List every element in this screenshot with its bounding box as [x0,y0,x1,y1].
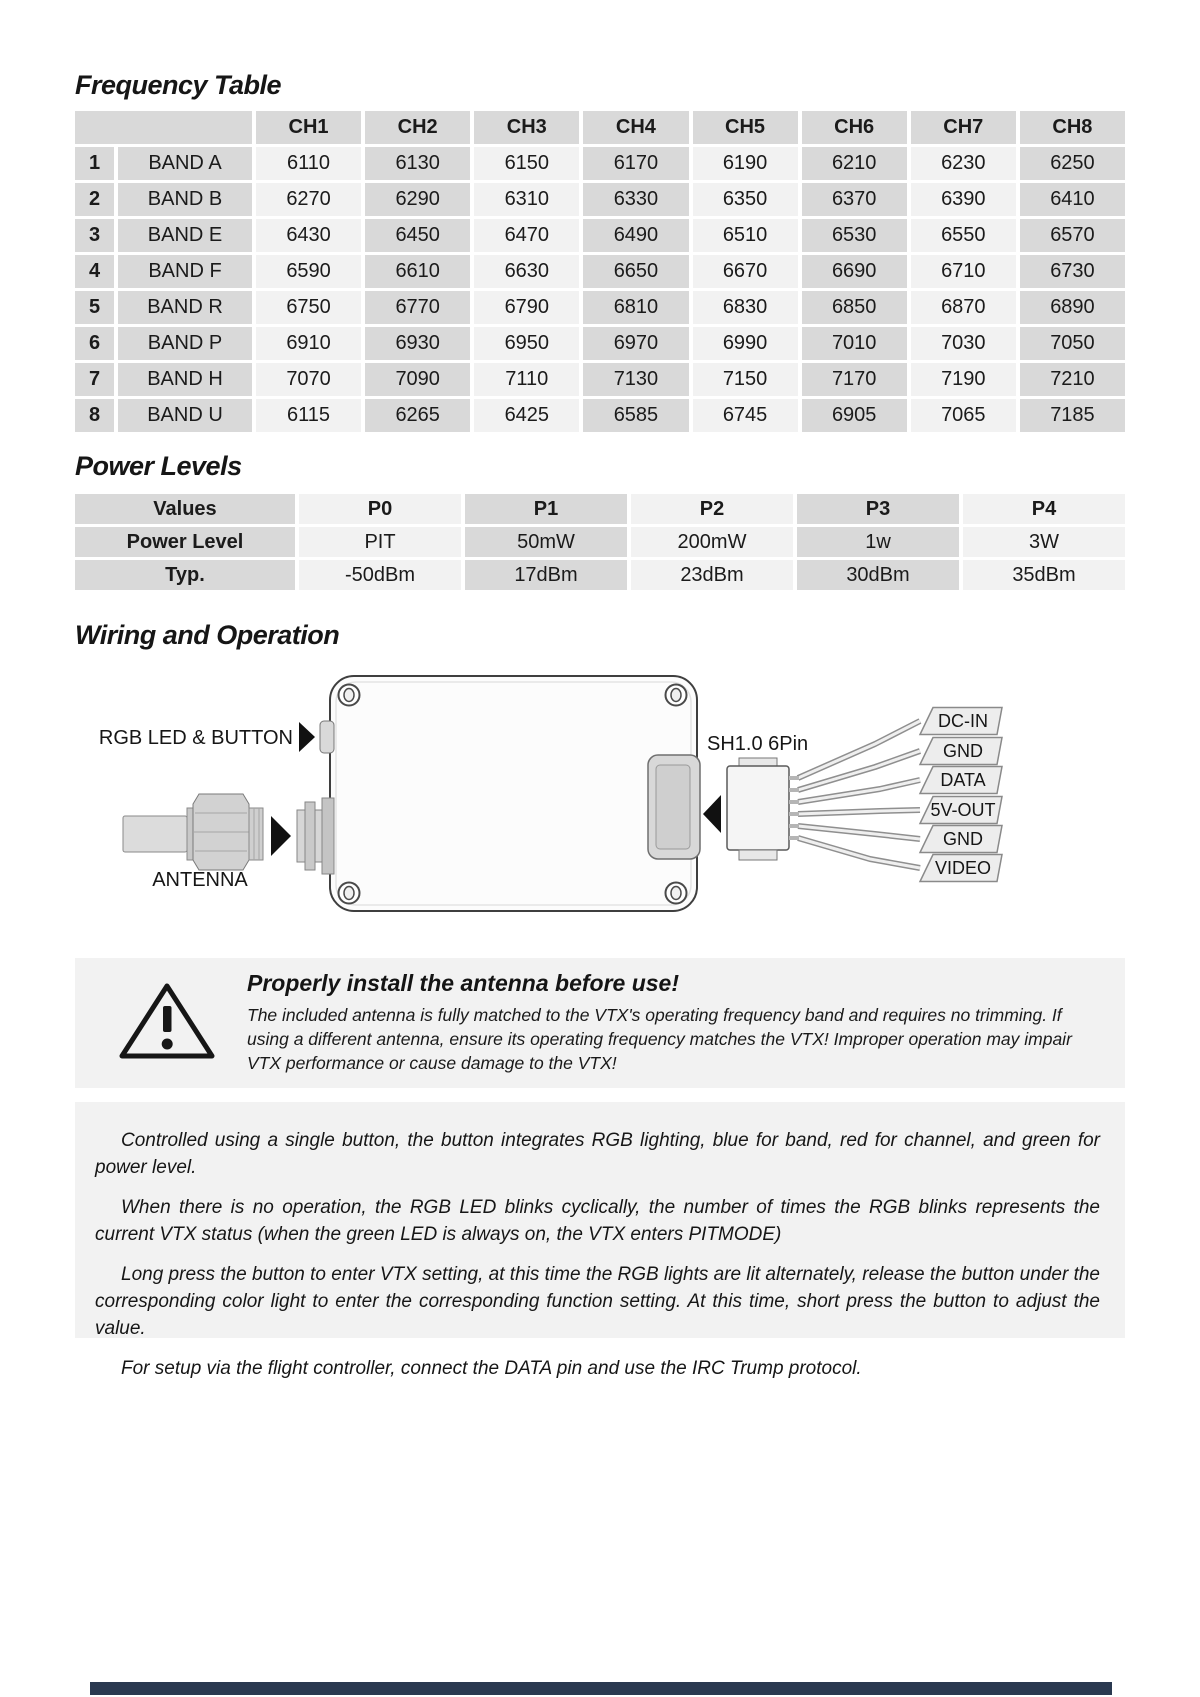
frequency-value: 6425 [474,399,579,432]
frequency-value: 6470 [474,219,579,252]
frequency-value: 7110 [474,363,579,396]
wire-tags [920,708,1002,882]
frequency-value: 6530 [802,219,907,252]
channel-header-5: CH5 [693,111,798,144]
frequency-value: 6450 [365,219,470,252]
rgb-button [320,721,334,753]
frequency-value: 7030 [911,327,1016,360]
frequency-value: 6950 [474,327,579,360]
frequency-value: 6250 [1020,147,1125,180]
channel-header-3: CH3 [474,111,579,144]
arrow-left-icon [703,795,721,833]
band-number: 1 [75,147,114,180]
frequency-value: 6265 [365,399,470,432]
note-paragraph-1: Controlled using a single button, the button integrates RGB lighting, blue for band, red for channel, and green for power level. [95,1130,1100,1178]
frequency-value: 7130 [583,363,688,396]
frequency-value: 6790 [474,291,579,324]
power-value: P1 [465,494,627,524]
frequency-value: 6650 [583,255,688,288]
frequency-table-title: Frequency Table [75,70,282,100]
frequency-value: 7210 [1020,363,1125,396]
power-value: P4 [963,494,1125,524]
frequency-table-corner-cell [75,111,252,144]
band-number: 3 [75,219,114,252]
frequency-value: 6190 [693,147,798,180]
frequency-value: 6310 [474,183,579,216]
power-value: -50dBm [299,560,461,590]
power-row-label: Typ. [75,560,295,590]
power-value: 17dBm [465,560,627,590]
wiring-title: Wiring and Operation [75,620,340,650]
power-value: 200mW [631,527,793,557]
frequency-value: 6350 [693,183,798,216]
note-paragraph-4: For setup via the flight controller, connect the DATA pin and use the IRC Trump protocol. [121,1358,862,1380]
vtx-body [330,676,697,911]
channel-header-6: CH6 [802,111,907,144]
frequency-value: 6830 [693,291,798,324]
vtx-diagram-svg [75,658,1125,958]
band-name: BAND F [118,255,252,288]
band-name: BAND P [118,327,252,360]
frequency-value: 6850 [802,291,907,324]
channel-header-4: CH4 [583,111,688,144]
frequency-value: 6890 [1020,291,1125,324]
frequency-value: 7190 [911,363,1016,396]
frequency-value: 6430 [256,219,361,252]
frequency-value: 6510 [693,219,798,252]
frequency-value: 6690 [802,255,907,288]
frequency-value: 7065 [911,399,1016,432]
warning-box [75,958,1125,1088]
band-name: BAND H [118,363,252,396]
band-number: 4 [75,255,114,288]
frequency-value: 7010 [802,327,907,360]
arrow-right-icon [299,722,315,752]
frequency-value: 6230 [911,147,1016,180]
frequency-value: 7150 [693,363,798,396]
power-value: P0 [299,494,461,524]
warning-title: Properly install the antenna before use! [247,970,679,997]
band-number: 8 [75,399,114,432]
band-name: BAND E [118,219,252,252]
frequency-value: 7050 [1020,327,1125,360]
band-number: 7 [75,363,114,396]
band-name: BAND U [118,399,252,432]
rgb-led-button-label: RGB LED & BUTTON [98,727,293,749]
frequency-value: 6710 [911,255,1016,288]
frequency-value: 6610 [365,255,470,288]
power-row-label: Power Level [75,527,295,557]
operation-notes [75,1102,1125,1380]
wiring-diagram [75,658,1125,963]
frequency-value: 6170 [583,147,688,180]
frequency-value: 6390 [911,183,1016,216]
frequency-value: 6810 [583,291,688,324]
wire-label-gnd-2: GND [943,829,983,849]
frequency-table [75,111,1125,432]
band-number: 5 [75,291,114,324]
frequency-value: 6750 [256,291,361,324]
frequency-value: 6730 [1020,255,1125,288]
channel-header-7: CH7 [911,111,1016,144]
antenna-label: ANTENNA [152,869,248,891]
wire-label-data: DATA [940,770,986,790]
band-name: BAND A [118,147,252,180]
band-number: 6 [75,327,114,360]
power-value: 30dBm [797,560,959,590]
power-value: 3W [963,527,1125,557]
power-levels-title: Power Levels [75,451,242,481]
power-table [75,494,1125,590]
warning-triangle-icon [117,980,217,1067]
channel-header-2: CH2 [365,111,470,144]
power-value: 50mW [465,527,627,557]
power-value: 35dBm [963,560,1125,590]
frequency-value: 7070 [256,363,361,396]
frequency-value: 6570 [1020,219,1125,252]
wire-label-dc-in: DC-IN [938,711,988,731]
wire-label-gnd-1: GND [943,741,983,761]
frequency-value: 6870 [911,291,1016,324]
band-name: BAND B [118,183,252,216]
frequency-value: 6290 [365,183,470,216]
antenna-connector [123,794,263,870]
frequency-value: 6490 [583,219,688,252]
rf-port [297,798,334,874]
frequency-value: 6910 [256,327,361,360]
frequency-value: 6670 [693,255,798,288]
frequency-value: 6990 [693,327,798,360]
band-name: BAND R [118,291,252,324]
frequency-value: 6630 [474,255,579,288]
frequency-value: 6550 [911,219,1016,252]
connector-socket-inner [656,765,690,849]
frequency-value: 7170 [802,363,907,396]
frequency-value: 6590 [256,255,361,288]
power-value: P2 [631,494,793,524]
frequency-value: 6930 [365,327,470,360]
power-value: P3 [797,494,959,524]
frequency-value: 7090 [365,363,470,396]
band-number: 2 [75,183,114,216]
note-paragraph-2: When there is no operation, the RGB LED blinks cyclically, the number of times the RGB blinks represents the current VTX status (when the green LED is always on, the VTX enters PITMODE) [95,1197,1100,1245]
warning-body: The included antenna is fully matched to the VTX's operating frequency band and requires no trimming. If using a different antenna, ensure its operating frequency matches the VTX! Improper operation may impair VTX performance or cause damage to the VTX! [247,1005,1072,1073]
frequency-value: 6210 [802,147,907,180]
arrow-right-icon [271,816,291,856]
note-paragraph-3: Long press the button to enter VTX setting, at this time the RGB lights are lit alternately, release the button under the corresponding color light to enter the corresponding function setting. At this time, short press the button to adjust the value. [95,1264,1100,1339]
frequency-value: 6330 [583,183,688,216]
frequency-value: 6970 [583,327,688,360]
wire-lines [798,721,920,868]
frequency-value: 6410 [1020,183,1125,216]
footer-bar [90,1682,1112,1695]
frequency-value: 6270 [256,183,361,216]
frequency-value: 6905 [802,399,907,432]
power-value: PIT [299,527,461,557]
power-value: 1w [797,527,959,557]
frequency-value: 6110 [256,147,361,180]
wire-label-5v-out: 5V-OUT [930,800,996,820]
frequency-value: 6150 [474,147,579,180]
frequency-value: 6745 [693,399,798,432]
power-row-label: Values [75,494,295,524]
wire-label-video: VIDEO [934,858,992,878]
frequency-value: 6115 [256,399,361,432]
sh10-plug [727,758,799,860]
frequency-value: 6770 [365,291,470,324]
frequency-value: 6130 [365,147,470,180]
power-value: 23dBm [631,560,793,590]
channel-header-8: CH8 [1020,111,1125,144]
sh10-6pin-label: SH1.0 6Pin [707,733,809,755]
frequency-value: 6370 [802,183,907,216]
channel-header-1: CH1 [256,111,361,144]
frequency-value: 6585 [583,399,688,432]
frequency-value: 7185 [1020,399,1125,432]
